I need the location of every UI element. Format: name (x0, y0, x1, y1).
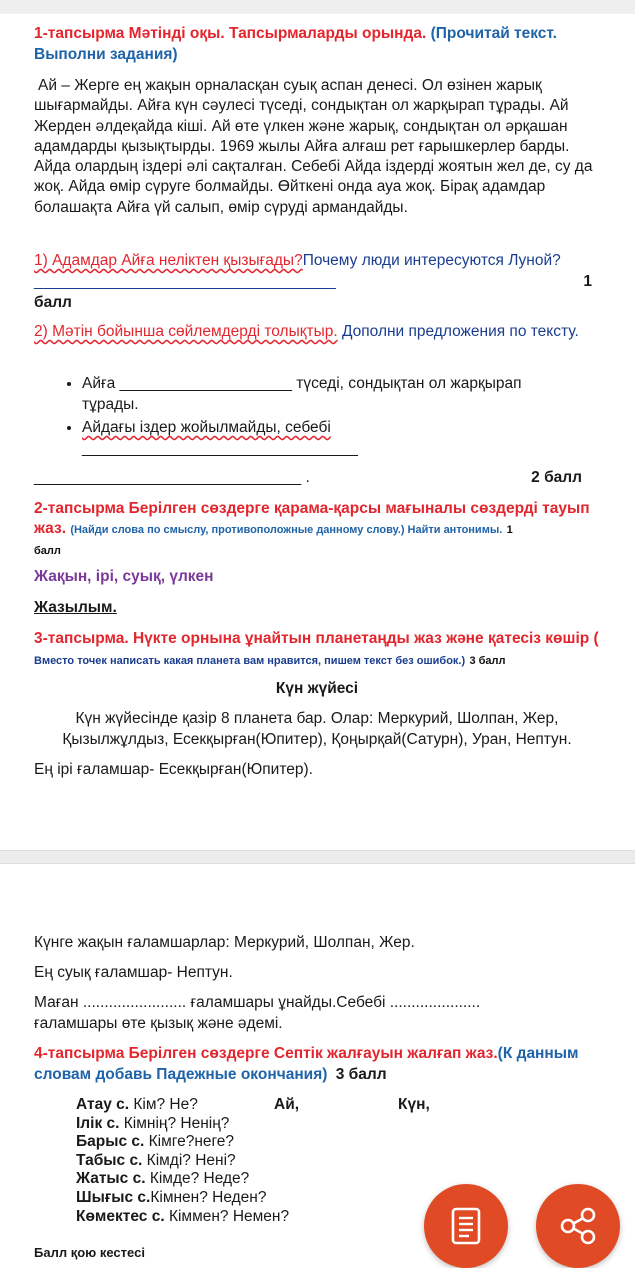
bullet-item-1: • Айға ____________________ түседі, сондықтан ол жарқырап тұрады. (82, 374, 574, 415)
solar-system-line4: Ең суық ғаламшар- Нептун. (34, 964, 233, 981)
question2-points: 2 балл (531, 469, 582, 486)
task1-heading-ru: (Прочитай текст. Выполни задания) (34, 25, 557, 63)
solar-system-line5: Маған ........................ ғаламшары ұнайды.Себебі ..................... ғаламшары өте қызық және әдемі. (34, 994, 481, 1032)
case-row-5: Жатыс с. Кімде? Неде? (76, 1170, 250, 1188)
case-row-2: Ілік с. Кімнің? Ненің? (76, 1114, 230, 1132)
solar-system-title: Күн жүйесі (275, 680, 359, 697)
question2-end-row (34, 468, 582, 489)
task2-words: Жақын, ірі, суық, үлкен (34, 568, 214, 585)
cases-table (76, 1096, 476, 1226)
page-divider (0, 850, 635, 864)
task2-heading: 2-тапсырма Берілген сөздерге қарама-қарсы мағыналы сөздерді тауып жаз. (Найди слова по смыслу, противоположные данному слову.) Найти антонимы. 1 балл (34, 500, 590, 557)
question2 (34, 322, 594, 343)
answer-line: _______________________________ . (34, 469, 310, 486)
question1 (34, 251, 594, 292)
question1-ru: Почему люди интересуются Луной? ___________________________________ (34, 252, 561, 290)
task4-heading: 4-тапсырма Берілген сөздерге Септік жалғауын жалғап жаз.(К данным словам добавь Падежные окончания) 3 балл (34, 1045, 579, 1083)
share-button[interactable] (536, 1184, 620, 1268)
case-row-4: Табыс с. Кімді? Нені? (76, 1151, 236, 1169)
task3-heading: 3-тапсырма. Нүкте орнына ұнайтын планетаңды жаз және қатесіз көшір ( Вместо точек написать какая планета вам нравится, пишем текст без ошибок.) 3 балл (34, 630, 599, 667)
case-row-6: Шығыс с.Кімнен? Неден? (76, 1188, 267, 1206)
solar-system-line2: Ең ірі ғаламшар- Есекқырған(Юпитер). (34, 761, 313, 778)
bullet-item-2: • Айдағы іздер жойылмайды, себебі ________________________________ (82, 418, 574, 459)
share-icon (558, 1206, 598, 1246)
document-icon (450, 1207, 482, 1245)
document-button[interactable] (424, 1184, 508, 1268)
question1-kz: 1) Адамдар Айға неліктен қызығады? (34, 252, 303, 269)
top-bar (0, 0, 635, 14)
writing-label: Жазылым. (34, 599, 117, 616)
question1-points-word: балл (34, 294, 72, 311)
solar-system-line3: Күнге жақын ғаламшарлар: Меркурий, Шолпан, Жер. (34, 934, 415, 951)
task2-heading-ru: (Найди слова по смыслу, противоположные данному слову.) Найти антонимы. (70, 524, 503, 536)
case-row-7: Көмектес с. Кіммен? Немен? (76, 1207, 290, 1225)
question2-bullets (34, 374, 574, 461)
column-kun: Күн, (398, 1096, 430, 1113)
case-row-3: Барыс с. Кімге?неге? (76, 1133, 235, 1151)
score-table-caption: Балл қою кестесі (34, 1245, 145, 1260)
task1-heading-kz: 1-тапсырма Мәтінді оқы. Тапсырмаларды орында. (34, 25, 427, 42)
question2-kz: 2) Мәтін бойынша сөйлемдерді толықтыр. (34, 323, 338, 340)
question1-points-num: 1 (583, 273, 592, 290)
column-ai: Ай, (274, 1096, 300, 1113)
task1-heading (34, 24, 600, 65)
task1-paragraph: Ай – Жерге ең жақын орналасқан суық аспан денесі. Ол өзінен жарық шығармайды. Айға күн сәулесі түседі, сондықтан ол жарқырап тұрады. Ай Жерден әлдеқайда кіші. Ай өте үлкен және жарық, сондықтан ол әрқашан адамдарды қызықтырды. 1969 жылы Айға алғаш рет ғарышкерлер барды. Айда олардың іздері әлі сақталған. Себебі Айда іздерді жоятын жел де, су да жоқ. Айда өмір сүруге болмайды. Өйткені онда ауа жоқ. Бірақ адамдар болашақта Айға үй салып, өмір сүруді армандайды. (34, 77, 593, 216)
solar-system-line1: Күн жүйесінде қазір 8 планета бар. Олар: Меркурий, Шолпан, Жер, Қызылжұлдыз, Есекқырған(Юпитер), Қоңырқай(Сатурн), Уран, Нептун. (62, 710, 572, 748)
case-row-1: Атау с. Кім? Не? Ай, Күн, (76, 1096, 430, 1113)
question2-ru: Дополни предложения по тексту. (337, 323, 579, 340)
